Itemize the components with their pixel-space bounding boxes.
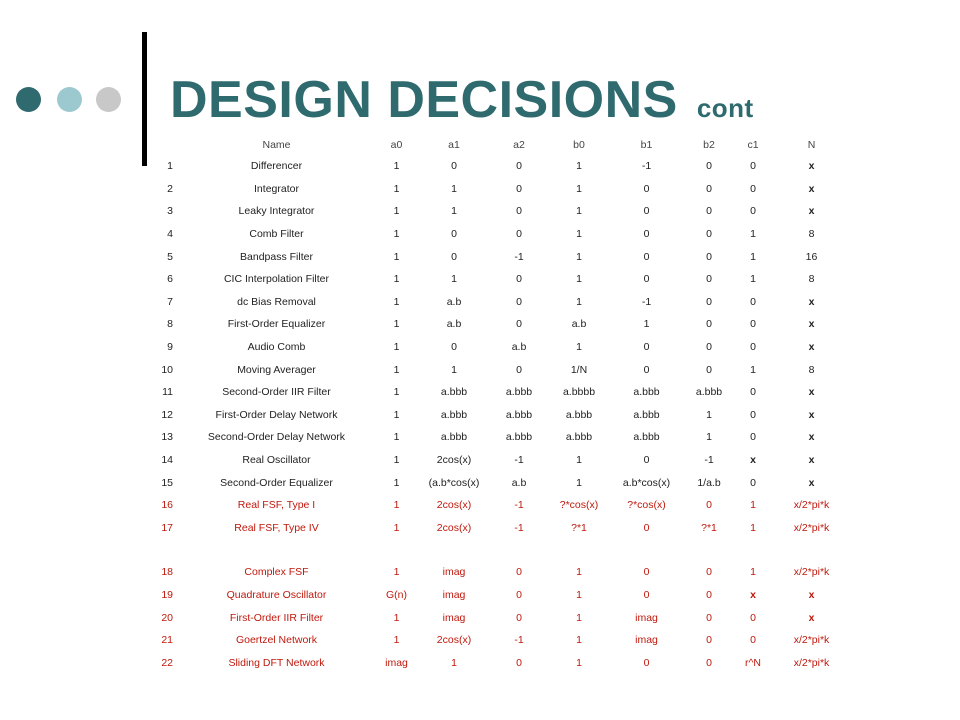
cell-b2: 0 <box>706 634 712 647</box>
header-name: Name <box>262 138 291 151</box>
row-index: 6 <box>167 273 173 286</box>
cell-c1: 0 <box>750 476 756 489</box>
row-name: Comb Filter <box>249 228 304 241</box>
row-name: Second-Order Equalizer <box>220 476 333 489</box>
header-b1: b1 <box>640 138 653 151</box>
cell-b2: -1 <box>704 454 714 467</box>
cell-a0: 1 <box>393 341 400 354</box>
cell-n: 16 <box>805 250 818 263</box>
cell-b2: 0 <box>706 363 712 376</box>
row-name: First-Order Equalizer <box>227 318 326 331</box>
filter-parameters-table <box>151 134 851 674</box>
cell-b2: 1 <box>706 408 712 421</box>
table-row <box>151 561 851 584</box>
spacer-cell <box>151 539 851 561</box>
cell-b1: imag <box>635 611 658 624</box>
cell-c1: 1 <box>750 273 756 286</box>
cell-n: x <box>808 318 815 331</box>
cell-n: x <box>808 182 815 195</box>
cell-b1: ?*cos(x) <box>627 499 666 512</box>
cell-b1: 0 <box>643 273 650 286</box>
cell-b1: 0 <box>643 521 650 534</box>
cell-c1: 0 <box>750 295 756 308</box>
cell-b1: 0 <box>643 250 650 263</box>
cell-n: x/2*pi*k <box>793 521 830 534</box>
cell-b0: 1 <box>576 160 582 173</box>
row-name: CIC Interpolation Filter <box>223 273 330 286</box>
cell-b1: a.bbb <box>633 431 660 444</box>
cell-b2: 0 <box>706 295 712 308</box>
cell-b2: 0 <box>706 228 712 241</box>
cell-b2: 0 <box>706 318 712 331</box>
table-row <box>151 471 851 494</box>
cell-b0: 1/N <box>570 363 588 376</box>
cell-a0: 1 <box>393 205 400 218</box>
table-header-row <box>151 134 851 155</box>
row-name: Moving Averager <box>237 363 316 376</box>
row-name: Differencer <box>250 160 303 173</box>
table-row <box>151 494 851 517</box>
table-row <box>151 291 851 314</box>
cell-b0: 1 <box>576 205 582 218</box>
row-index: 7 <box>167 295 173 308</box>
cell-a1: 2cos(x) <box>436 634 472 647</box>
table-row <box>151 178 851 201</box>
cell-b1: 0 <box>643 656 650 669</box>
cell-c1: 0 <box>750 408 756 421</box>
cell-c1: 0 <box>750 318 756 331</box>
cell-b1: 1 <box>643 318 650 331</box>
cell-c1: 1 <box>750 363 756 376</box>
cell-c1: 0 <box>750 611 756 624</box>
cell-a0: 1 <box>393 295 400 308</box>
cell-a2: -1 <box>514 521 524 534</box>
cell-a0: imag <box>385 656 408 669</box>
cell-n: x <box>808 386 815 399</box>
cell-c1: 0 <box>750 160 756 173</box>
cell-b0: 1 <box>576 295 582 308</box>
cell-a2: 0 <box>516 656 522 669</box>
cell-a0: 1 <box>393 499 400 512</box>
row-name: First-Order Delay Network <box>215 408 338 421</box>
cell-a0: 1 <box>393 476 400 489</box>
cell-a0: 1 <box>393 318 400 331</box>
cell-a2: -1 <box>514 454 524 467</box>
cell-b0: 1 <box>576 182 582 195</box>
cell-b1: -1 <box>641 160 652 173</box>
cell-b0: 1 <box>576 250 582 263</box>
cell-a1: 0 <box>451 341 457 354</box>
cell-n: x <box>808 160 815 173</box>
header-a1: a1 <box>448 138 460 151</box>
cell-a2: a.bbb <box>505 386 533 399</box>
cell-b0: 1 <box>576 228 582 241</box>
cell-a0: 1 <box>393 408 400 421</box>
table-row <box>151 629 851 652</box>
cell-b0: ?*cos(x) <box>559 499 599 512</box>
cell-a2: -1 <box>514 250 524 263</box>
cell-b2: 0 <box>706 611 712 624</box>
cell-b0: a.bbb <box>565 431 593 444</box>
cell-a0: 1 <box>393 431 400 444</box>
table-row <box>151 313 851 336</box>
cell-b2: 0 <box>706 273 712 286</box>
row-name: Integrator <box>254 182 299 195</box>
row-name: Complex FSF <box>244 566 309 579</box>
row-index: 21 <box>161 634 173 647</box>
cell-a0: 1 <box>393 363 400 376</box>
cell-b0: 1 <box>576 656 582 669</box>
row-index: 3 <box>167 205 173 218</box>
cell-a0: 1 <box>393 566 400 579</box>
cell-b2: 0 <box>706 182 712 195</box>
cell-a1: imag <box>442 588 466 601</box>
cell-a2: a.bbb <box>505 408 533 421</box>
cell-a2: 0 <box>516 318 522 331</box>
cell-c1: 0 <box>750 341 756 354</box>
cell-a1: 0 <box>451 250 457 263</box>
cell-a2: 0 <box>516 588 522 601</box>
row-index: 5 <box>167 250 173 263</box>
cell-b0: a.b <box>571 318 587 331</box>
cell-a0: 1 <box>393 454 400 467</box>
table-row <box>151 449 851 472</box>
row-name: Leaky Integrator <box>238 205 315 218</box>
row-index: 19 <box>161 588 173 601</box>
cell-b1: 0 <box>643 182 650 195</box>
cell-a1: (a.b*cos(x) <box>428 476 480 489</box>
cell-a2: a.b <box>511 476 527 489</box>
row-index: 8 <box>167 318 173 331</box>
slide-title-main: DESIGN DECISIONS <box>170 71 678 129</box>
cell-b0: 1 <box>576 566 582 579</box>
dot-3 <box>96 87 121 112</box>
table-row <box>151 358 851 381</box>
table-row <box>151 245 851 268</box>
cell-a0: 1 <box>393 250 400 263</box>
cell-a1: imag <box>442 566 466 579</box>
cell-a0: 1 <box>393 611 400 624</box>
cell-n: x/2*pi*k <box>793 499 830 512</box>
header-a0: a0 <box>390 138 403 151</box>
cell-a2: 0 <box>516 363 522 376</box>
cell-b0: 1 <box>576 476 582 489</box>
cell-a1: 1 <box>451 363 457 376</box>
cell-a0: 1 <box>393 273 400 286</box>
cell-a0: 1 <box>393 521 400 534</box>
cell-a2: 0 <box>516 611 522 624</box>
cell-a2: -1 <box>514 634 524 647</box>
row-name: Quadrature Oscillator <box>226 588 327 601</box>
row-name: Sliding DFT Network <box>228 656 325 669</box>
cell-n: x <box>808 476 815 489</box>
cell-n: x <box>808 341 815 354</box>
cell-b2: 0 <box>706 566 712 579</box>
row-name: First-Order IIR Filter <box>229 611 324 624</box>
cell-b0: 1 <box>576 341 582 354</box>
cell-b0: a.bbbb <box>562 386 596 399</box>
cell-a1: 2cos(x) <box>436 521 472 534</box>
row-name: Audio Comb <box>247 341 306 354</box>
row-index: 13 <box>161 431 173 444</box>
cell-b1: 0 <box>643 454 650 467</box>
cell-b1: 0 <box>643 228 650 241</box>
cell-a1: a.b <box>446 318 462 331</box>
row-name: Real Oscillator <box>242 454 311 467</box>
row-index: 14 <box>161 454 173 467</box>
dot-1 <box>16 87 41 112</box>
cell-b1: a.bbb <box>633 386 660 399</box>
cell-b0: 1 <box>576 634 582 647</box>
cell-a2: a.bbb <box>505 431 533 444</box>
cell-b1: a.bbb <box>633 408 660 421</box>
cell-a2: 0 <box>516 295 522 308</box>
cell-a0: 1 <box>393 160 400 173</box>
cell-a0: G(n) <box>386 588 407 601</box>
cell-c1: 1 <box>750 566 756 579</box>
cell-b0: ?*1 <box>571 521 587 534</box>
cell-a1: 1 <box>451 656 457 669</box>
cell-b0: 1 <box>576 611 582 624</box>
cell-b0: a.bbb <box>565 408 593 421</box>
cell-c1: 1 <box>750 250 756 263</box>
cell-n: x/2*pi*k <box>793 566 830 579</box>
row-name: Real FSF, Type IV <box>234 521 319 534</box>
cell-a2: 0 <box>516 182 522 195</box>
cell-b2: 1/a.b <box>697 476 721 489</box>
table-row <box>151 200 851 223</box>
row-index: 10 <box>161 363 173 376</box>
cell-a2: 0 <box>516 566 522 579</box>
cell-b1: 0 <box>643 588 650 601</box>
cell-a1: a.bbb <box>440 431 468 444</box>
header-a2: a2 <box>513 138 525 151</box>
row-index: 20 <box>161 611 173 624</box>
cell-b0: 1 <box>576 454 582 467</box>
cell-c1: x <box>750 454 756 467</box>
cell-a2: -1 <box>514 499 524 512</box>
table-row <box>151 651 851 674</box>
table-row <box>151 584 851 607</box>
row-name: Second-Order IIR Filter <box>222 386 331 399</box>
header-b0: b0 <box>573 138 585 151</box>
cell-c1: 1 <box>750 228 756 241</box>
cell-n: 8 <box>808 228 815 241</box>
table-body <box>151 155 851 674</box>
row-index: 9 <box>167 341 173 354</box>
row-name: Second-Order Delay Network <box>207 431 346 444</box>
cell-a2: a.b <box>511 341 527 354</box>
cell-n: x <box>808 588 815 601</box>
cell-b2: 1 <box>706 431 712 444</box>
cell-n: x/2*pi*k <box>793 656 830 669</box>
cell-a0: 1 <box>393 228 400 241</box>
cell-a2: 0 <box>516 228 522 241</box>
cell-a1: 0 <box>451 228 457 241</box>
cell-c1: x <box>750 588 756 601</box>
cell-n: x <box>808 408 815 421</box>
cell-n: x <box>808 431 815 444</box>
table-row <box>151 426 851 449</box>
cell-a1: 1 <box>451 273 457 286</box>
cell-b1: -1 <box>641 295 652 308</box>
cell-n: x <box>808 295 815 308</box>
cell-n: 8 <box>808 363 815 376</box>
cell-b2: 0 <box>706 250 712 263</box>
cell-a1: 2cos(x) <box>436 454 472 467</box>
table-row <box>151 404 851 427</box>
cell-b1: 0 <box>643 363 650 376</box>
cell-n: x <box>808 205 815 218</box>
row-name: Goertzel Network <box>235 634 318 647</box>
table-row <box>151 268 851 291</box>
cell-a0: 1 <box>393 386 400 399</box>
row-index: 17 <box>161 521 173 534</box>
header-index <box>151 134 179 155</box>
table-row <box>151 381 851 404</box>
cell-n: x <box>808 454 815 467</box>
row-index: 1 <box>167 160 173 173</box>
cell-a2: 0 <box>516 273 522 286</box>
cell-c1: 1 <box>750 499 756 512</box>
table-row <box>151 606 851 629</box>
cell-a0: 1 <box>393 182 400 195</box>
cell-b1: 0 <box>643 205 650 218</box>
dot-2 <box>57 87 82 112</box>
cell-a2: 0 <box>516 160 522 173</box>
header-c1: c1 <box>747 138 759 151</box>
cell-a2: 0 <box>516 205 522 218</box>
row-index: 2 <box>167 182 173 195</box>
cell-c1: 0 <box>750 182 756 195</box>
row-index: 22 <box>161 656 173 669</box>
cell-c1: 0 <box>750 205 756 218</box>
cell-b1: 0 <box>643 566 650 579</box>
cell-b2: 0 <box>706 205 712 218</box>
header-n: N <box>807 138 816 151</box>
cell-c1: 0 <box>750 634 756 647</box>
cell-a1: a.bbb <box>440 408 468 421</box>
cell-a1: 1 <box>451 182 457 195</box>
row-name: dc Bias Removal <box>237 295 316 308</box>
row-index: 15 <box>161 476 173 489</box>
row-name: Bandpass Filter <box>240 250 313 263</box>
table-row <box>151 223 851 246</box>
row-index: 12 <box>161 408 173 421</box>
cell-b0: 1 <box>576 273 582 286</box>
cell-a0: 1 <box>393 634 400 647</box>
row-index: 16 <box>161 499 173 512</box>
cell-b2: 0 <box>706 499 712 512</box>
cell-c1: 0 <box>750 386 756 399</box>
row-index: 4 <box>167 228 173 241</box>
table-row <box>151 336 851 359</box>
slide-title <box>170 70 754 130</box>
cell-c1: r^N <box>744 656 761 669</box>
row-name: Real FSF, Type I <box>237 499 316 512</box>
table-row <box>151 517 851 540</box>
cell-c1: 0 <box>750 431 756 444</box>
cell-n: x/2*pi*k <box>793 634 830 647</box>
cell-n: x <box>808 611 815 624</box>
cell-a1: 2cos(x) <box>436 499 472 512</box>
table-row <box>151 155 851 178</box>
cell-a1: 1 <box>451 205 457 218</box>
cell-a1: 0 <box>451 160 457 173</box>
cell-a1: imag <box>442 611 466 624</box>
title-divider <box>142 32 147 166</box>
slide-title-sub: cont <box>696 93 754 123</box>
cell-b2: 0 <box>706 341 712 354</box>
cell-a1: a.b <box>446 295 462 308</box>
header-b2: b2 <box>703 138 715 151</box>
cell-a1: a.bbb <box>440 386 468 399</box>
cell-b2: 0 <box>706 160 712 173</box>
cell-b2: a.bbb <box>695 386 723 399</box>
row-index: 11 <box>162 386 173 399</box>
cell-b1: imag <box>635 634 658 647</box>
cell-b2: 0 <box>706 656 712 669</box>
table-spacer-row <box>151 539 851 561</box>
cell-b2: 0 <box>706 588 712 601</box>
cell-b0: 1 <box>576 588 582 601</box>
cell-c1: 1 <box>750 521 756 534</box>
cell-b2: ?*1 <box>701 521 717 534</box>
row-index: 18 <box>161 566 173 579</box>
cell-b1: a.b*cos(x) <box>622 476 671 489</box>
cell-b1: 0 <box>643 341 650 354</box>
cell-n: 8 <box>808 273 815 286</box>
